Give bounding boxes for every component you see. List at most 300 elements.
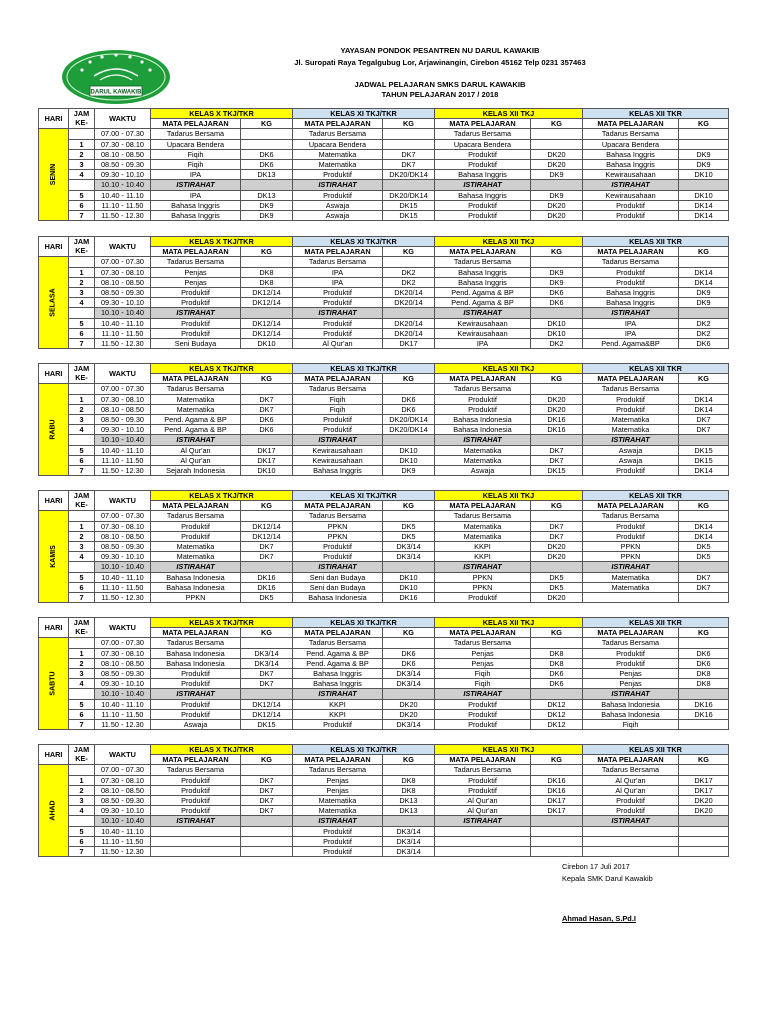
class-header: KELAS XII TKR xyxy=(583,745,729,755)
kg-cell xyxy=(531,765,583,775)
subject-cell: Bahasa Inggris xyxy=(583,149,679,159)
jam-cell: 4 xyxy=(69,552,95,562)
kg-cell: DK7 xyxy=(241,552,293,562)
waktu-cell: 10.10 - 10.40 xyxy=(95,435,151,445)
waktu-cell: 10.40 - 11.10 xyxy=(95,318,151,328)
kg-cell: DK14 xyxy=(679,200,729,210)
subject-cell xyxy=(583,836,679,846)
kg-cell xyxy=(241,180,293,190)
day-block-ahad xyxy=(38,744,728,857)
jam-header xyxy=(69,364,95,384)
kg-cell: DK15 xyxy=(679,445,729,455)
jam-cell: 1 xyxy=(69,394,95,404)
kg-cell: DK7 xyxy=(241,775,293,785)
subject-cell: Bahasa Indonesia xyxy=(151,582,241,592)
kg-cell: DK6 xyxy=(531,679,583,689)
kg-cell: DK13 xyxy=(383,795,435,805)
kg-cell: DK6 xyxy=(241,149,293,159)
schedule-title: JADWAL PELAJARAN SMKS DARUL KAWAKIB xyxy=(354,80,526,89)
kg-cell: DK3/14 xyxy=(383,846,435,856)
subject-cell: Produktif xyxy=(293,719,383,729)
schedule-row xyxy=(39,139,729,149)
kg-header: KG xyxy=(383,755,435,765)
subject-cell: Fiqih xyxy=(151,149,241,159)
subject-cell: Aswaja xyxy=(583,455,679,465)
mapel-header: MATA PELAJARAN xyxy=(435,628,531,638)
waktu-cell: 11.10 - 11.50 xyxy=(95,582,151,592)
subject-cell: Tadarus Bersama xyxy=(435,638,531,648)
subject-cell: Sejarah Indonesia xyxy=(151,465,241,475)
subject-cell: Tadarus Bersama xyxy=(151,638,241,648)
subject-cell: PPKN xyxy=(435,572,531,582)
mapel-header: MATA PELAJARAN xyxy=(435,755,531,765)
subject-cell: PPKN xyxy=(583,552,679,562)
jam-cell: 2 xyxy=(69,277,95,287)
kg-cell: DK3/14 xyxy=(383,541,435,551)
jam-header-line2: KE- xyxy=(75,627,88,636)
subject-cell: Produktif xyxy=(435,592,531,602)
kg-cell: DK9 xyxy=(679,298,729,308)
kg-cell: DK9 xyxy=(531,190,583,200)
kg-cell: DK6 xyxy=(241,414,293,424)
kg-cell xyxy=(383,638,435,648)
subject-cell: Upacara Bendera xyxy=(435,139,531,149)
day-label xyxy=(39,511,69,603)
kg-cell: DK6 xyxy=(383,648,435,658)
kg-cell xyxy=(531,129,583,139)
kg-cell: DK6 xyxy=(679,338,729,348)
subject-cell: Produktif xyxy=(293,541,383,551)
jam-header-line1: JAM xyxy=(73,109,90,118)
subject-cell: Bahasa Inggris xyxy=(293,465,383,475)
kg-cell: DK13 xyxy=(383,806,435,816)
class-header: KELAS XI TKJ/TKR xyxy=(293,491,435,501)
waktu-cell: 11.50 - 12.30 xyxy=(95,338,151,348)
subject-cell: Produktif xyxy=(435,709,531,719)
subject-cell: Pend. Agama & BP xyxy=(293,658,383,668)
kg-cell: DK12 xyxy=(531,709,583,719)
subject-cell: Tadarus Bersama xyxy=(151,384,241,394)
subject-cell: Tadarus Bersama xyxy=(435,511,531,521)
kg-cell: DK7 xyxy=(679,572,729,582)
kg-cell: DK9 xyxy=(531,267,583,277)
class-header: KELAS XI TKJ/TKR xyxy=(293,364,435,374)
subject-cell: Fiqih xyxy=(435,679,531,689)
mapel-header: MATA PELAJARAN xyxy=(293,628,383,638)
mapel-header: MATA PELAJARAN xyxy=(583,628,679,638)
jam-cell: 1 xyxy=(69,267,95,277)
waktu-cell: 07.00 - 07.30 xyxy=(95,257,151,267)
subject-cell: ISTIRAHAT xyxy=(583,180,679,190)
waktu-header: WAKTU xyxy=(95,109,151,129)
day-name: AHAD xyxy=(49,800,57,821)
subject-cell: Matematika xyxy=(151,541,241,551)
class-header: KELAS X TKJ/TKR xyxy=(151,491,293,501)
kg-cell xyxy=(531,638,583,648)
day-block-kamis xyxy=(38,490,728,603)
class-header: KELAS XII TKJ xyxy=(435,491,583,501)
subject-cell: ISTIRAHAT xyxy=(293,816,383,826)
subject-cell: ISTIRAHAT xyxy=(293,435,383,445)
subject-cell: Produktif xyxy=(151,709,241,719)
jam-cell xyxy=(69,816,95,826)
jam-cell: 2 xyxy=(69,658,95,668)
subject-cell: Produktif xyxy=(583,277,679,287)
kg-cell: DK17 xyxy=(383,338,435,348)
jam-cell: 5 xyxy=(69,572,95,582)
subject-cell: Tadarus Bersama xyxy=(583,765,679,775)
subject-cell: Tadarus Bersama xyxy=(151,511,241,521)
kg-cell: DK7 xyxy=(241,668,293,678)
jam-cell: 2 xyxy=(69,785,95,795)
schedule-row xyxy=(39,511,729,521)
kg-cell: DK13 xyxy=(241,170,293,180)
kg-cell: DK16 xyxy=(679,709,729,719)
kg-cell xyxy=(383,765,435,775)
subject-cell: Penjas xyxy=(293,775,383,785)
waktu-cell: 08.10 - 08.50 xyxy=(95,277,151,287)
subject-cell: Produktif xyxy=(293,414,383,424)
subject-cell: Matematika xyxy=(293,149,383,159)
waktu-cell: 10.10 - 10.40 xyxy=(95,816,151,826)
schedule-row xyxy=(39,582,729,592)
kg-cell xyxy=(241,511,293,521)
schedule-row xyxy=(39,709,729,719)
schedule-row xyxy=(39,455,729,465)
subject-cell: Bahasa Inggris xyxy=(583,159,679,169)
subject-cell: Tadarus Bersama xyxy=(293,129,383,139)
kg-cell xyxy=(679,139,729,149)
day-block-selasa xyxy=(38,236,728,349)
signature-role: Kepala SMK Darul Kawakib xyxy=(562,874,653,883)
subject-cell: ISTIRAHAT xyxy=(583,562,679,572)
kg-header: KG xyxy=(531,501,583,511)
subject-cell: Penjas xyxy=(293,785,383,795)
subject-cell: Produktif xyxy=(583,531,679,541)
subject-cell: Kewirausahaan xyxy=(293,445,383,455)
kg-cell xyxy=(241,562,293,572)
jam-cell xyxy=(69,308,95,318)
mapel-header: MATA PELAJARAN xyxy=(151,755,241,765)
jam-cell: 6 xyxy=(69,455,95,465)
kg-cell xyxy=(679,562,729,572)
kg-cell: DK7 xyxy=(241,394,293,404)
subject-cell: Fiqih xyxy=(435,668,531,678)
subject-cell: Penjas xyxy=(151,277,241,287)
kg-cell: DK6 xyxy=(383,394,435,404)
subject-cell: Bahasa Indonesia xyxy=(583,709,679,719)
subject-cell: Produktif xyxy=(583,200,679,210)
class-header: KELAS XII TKJ xyxy=(435,364,583,374)
subject-cell: Kewirausahaan xyxy=(293,455,383,465)
subject-cell: Produktif xyxy=(583,658,679,668)
class-header: KELAS X TKJ/TKR xyxy=(151,745,293,755)
subject-cell: Matematika xyxy=(293,806,383,816)
subject-cell: Produktif xyxy=(151,668,241,678)
subject-cell: Produktif xyxy=(435,149,531,159)
jam-cell: 3 xyxy=(69,159,95,169)
waktu-cell: 11.10 - 11.50 xyxy=(95,328,151,338)
subject-cell: Bahasa Indonesia xyxy=(583,699,679,709)
kg-cell xyxy=(241,765,293,775)
kg-cell: DK7 xyxy=(531,445,583,455)
subject-cell: Pend. Agama & BP xyxy=(151,414,241,424)
subject-cell: Bahasa Indonesia xyxy=(435,414,531,424)
mapel-header: MATA PELAJARAN xyxy=(435,501,531,511)
subject-cell: Matematika xyxy=(435,521,531,531)
kg-cell: DK7 xyxy=(383,149,435,159)
mapel-header: MATA PELAJARAN xyxy=(151,374,241,384)
jam-cell xyxy=(69,638,95,648)
kg-header: KG xyxy=(383,501,435,511)
kg-cell: DK9 xyxy=(531,170,583,180)
organization-address: Jl. Suropati Raya Tegalgubug Lor, Arjawinangin, Cirebon 45162 Telp 0231 357463 xyxy=(294,58,586,67)
kg-cell: DK7 xyxy=(241,404,293,414)
subject-cell: Aswaja xyxy=(151,719,241,729)
kg-cell xyxy=(531,846,583,856)
jam-header-line1: JAM xyxy=(73,491,90,500)
subject-cell: Matematika xyxy=(151,394,241,404)
subject-cell: Pend. Agama&BP xyxy=(583,338,679,348)
kg-header: KG xyxy=(383,119,435,129)
jam-cell xyxy=(69,257,95,267)
kg-cell: DK17 xyxy=(679,785,729,795)
jam-header-line1: JAM xyxy=(73,364,90,373)
kg-cell: DK7 xyxy=(241,795,293,805)
subject-cell: ISTIRAHAT xyxy=(583,308,679,318)
subject-cell: Tadarus Bersama xyxy=(435,384,531,394)
subject-cell: Produktif xyxy=(293,298,383,308)
kg-header: KG xyxy=(679,374,729,384)
subject-cell: PPKN xyxy=(151,592,241,602)
schedule-row xyxy=(39,308,729,318)
jam-cell: 3 xyxy=(69,414,95,424)
class-header: KELAS XII TKR xyxy=(583,618,729,628)
kg-header: KG xyxy=(241,628,293,638)
subject-cell: Produktif xyxy=(151,806,241,816)
schedule-row xyxy=(39,531,729,541)
waktu-cell: 09.30 - 10.10 xyxy=(95,679,151,689)
subject-cell: Matematika xyxy=(151,552,241,562)
subject-cell: ISTIRAHAT xyxy=(293,562,383,572)
kg-cell xyxy=(679,816,729,826)
jam-header-line2: KE- xyxy=(75,500,88,509)
kg-cell xyxy=(679,846,729,856)
waktu-cell: 11.10 - 11.50 xyxy=(95,200,151,210)
schedule-table xyxy=(38,617,729,730)
organization-name: YAYASAN PONDOK PESANTREN NU DARUL KAWAKIB xyxy=(340,46,540,55)
kg-cell xyxy=(383,257,435,267)
class-header: KELAS XII TKR xyxy=(583,237,729,247)
kg-cell: DK12/14 xyxy=(241,709,293,719)
subject-cell: PPKN xyxy=(435,582,531,592)
subject-cell: Bahasa Indonesia xyxy=(151,572,241,582)
kg-cell: DK6 xyxy=(531,298,583,308)
waktu-cell: 10.10 - 10.40 xyxy=(95,308,151,318)
jam-cell xyxy=(69,562,95,572)
kg-cell: DK10 xyxy=(241,465,293,475)
kg-header: KG xyxy=(531,755,583,765)
kg-cell: DK16 xyxy=(531,785,583,795)
jam-header-line2: KE- xyxy=(75,246,88,255)
subject-cell: Al Qur'an xyxy=(435,795,531,805)
kg-cell: DK5 xyxy=(241,592,293,602)
subject-cell: Seni Budaya xyxy=(151,338,241,348)
subject-cell: Produktif xyxy=(293,287,383,297)
subject-cell: Tadarus Bersama xyxy=(435,765,531,775)
waktu-cell: 08.10 - 08.50 xyxy=(95,785,151,795)
kg-cell xyxy=(383,562,435,572)
jam-cell: 5 xyxy=(69,445,95,455)
waktu-header: WAKTU xyxy=(95,237,151,257)
schedule-row xyxy=(39,562,729,572)
kg-cell: DK20 xyxy=(383,699,435,709)
kg-cell: DK14 xyxy=(679,531,729,541)
subject-cell: ISTIRAHAT xyxy=(583,689,679,699)
subject-cell: Al Qur'an xyxy=(293,338,383,348)
subject-cell: IPA xyxy=(583,328,679,338)
class-header: KELAS XII TKR xyxy=(583,491,729,501)
mapel-header: MATA PELAJARAN xyxy=(583,119,679,129)
class-header: KELAS X TKJ/TKR xyxy=(151,364,293,374)
subject-cell: Produktif xyxy=(435,785,531,795)
waktu-cell: 10.40 - 11.10 xyxy=(95,190,151,200)
signature-name: Ahmad Hasan, S.Pd.I xyxy=(562,914,636,923)
kg-cell: DK9 xyxy=(241,210,293,220)
schedule-row xyxy=(39,465,729,475)
waktu-cell: 08.10 - 08.50 xyxy=(95,658,151,668)
kg-cell xyxy=(383,384,435,394)
subject-cell: Fiqih xyxy=(583,719,679,729)
kg-cell xyxy=(241,129,293,139)
mapel-header: MATA PELAJARAN xyxy=(293,755,383,765)
kg-cell: DK7 xyxy=(241,541,293,551)
mapel-header: MATA PELAJARAN xyxy=(151,628,241,638)
subject-cell: Seni dan Budaya xyxy=(293,582,383,592)
subject-cell: Al Qur'an xyxy=(151,455,241,465)
kg-cell: DK6 xyxy=(383,404,435,414)
class-header: KELAS XII TKJ xyxy=(435,237,583,247)
schedule-row xyxy=(39,775,729,785)
document-header xyxy=(0,0,768,104)
jam-cell: 4 xyxy=(69,806,95,816)
subject-cell: Produktif xyxy=(583,806,679,816)
waktu-cell: 08.50 - 09.30 xyxy=(95,541,151,551)
waktu-cell: 08.10 - 08.50 xyxy=(95,149,151,159)
subject-cell: ISTIRAHAT xyxy=(435,816,531,826)
waktu-cell: 11.10 - 11.50 xyxy=(95,455,151,465)
jam-cell: 3 xyxy=(69,795,95,805)
jam-cell: 4 xyxy=(69,679,95,689)
schedule-row xyxy=(39,257,729,267)
waktu-cell: 07.00 - 07.30 xyxy=(95,765,151,775)
subject-cell: Produktif xyxy=(151,298,241,308)
subject-cell: Tadarus Bersama xyxy=(583,511,679,521)
waktu-cell: 09.30 - 10.10 xyxy=(95,170,151,180)
subject-cell: Tadarus Bersama xyxy=(583,638,679,648)
subject-cell: Bahasa Inggris xyxy=(151,200,241,210)
schedule-row xyxy=(39,298,729,308)
mapel-header: MATA PELAJARAN xyxy=(293,119,383,129)
waktu-cell: 08.50 - 09.30 xyxy=(95,414,151,424)
kg-header: KG xyxy=(531,119,583,129)
kg-cell: DK7 xyxy=(531,521,583,531)
mapel-header: MATA PELAJARAN xyxy=(151,247,241,257)
kg-cell: DK15 xyxy=(679,455,729,465)
kg-cell: DK7 xyxy=(679,582,729,592)
kg-header: KG xyxy=(679,501,729,511)
jam-cell: 7 xyxy=(69,465,95,475)
jam-cell: 2 xyxy=(69,531,95,541)
kg-cell: DK15 xyxy=(241,719,293,729)
kg-cell: DK17 xyxy=(241,455,293,465)
subject-cell: Bahasa Inggris xyxy=(435,170,531,180)
class-header: KELAS XII TKJ xyxy=(435,109,583,119)
schedule-row xyxy=(39,170,729,180)
kg-cell: DK16 xyxy=(241,572,293,582)
kg-cell: DK13 xyxy=(241,190,293,200)
jam-cell: 3 xyxy=(69,541,95,551)
subject-cell: IPA xyxy=(293,277,383,287)
kg-cell: DK10 xyxy=(531,318,583,328)
kg-cell: DK10 xyxy=(383,582,435,592)
subject-cell: Kewirausahaan xyxy=(583,170,679,180)
kg-cell: DK20 xyxy=(531,394,583,404)
kg-cell: DK10 xyxy=(241,338,293,348)
kg-cell: DK17 xyxy=(679,775,729,785)
kg-cell xyxy=(241,836,293,846)
subject-cell: Upacara Bendera xyxy=(293,139,383,149)
kg-cell xyxy=(241,689,293,699)
day-block-rabu xyxy=(38,363,728,476)
schedule-row xyxy=(39,425,729,435)
waktu-cell: 08.50 - 09.30 xyxy=(95,159,151,169)
subject-cell: Tadarus Bersama xyxy=(151,257,241,267)
mapel-header: MATA PELAJARAN xyxy=(583,247,679,257)
kg-cell: DK9 xyxy=(383,465,435,475)
kg-cell xyxy=(531,689,583,699)
subject-cell: Matematika xyxy=(435,445,531,455)
kg-cell: DK20 xyxy=(531,149,583,159)
schedule-row xyxy=(39,668,729,678)
waktu-cell: 11.50 - 12.30 xyxy=(95,210,151,220)
kg-cell xyxy=(241,435,293,445)
subject-cell: Bahasa Indonesia xyxy=(293,592,383,602)
jam-cell: 6 xyxy=(69,582,95,592)
kg-header: KG xyxy=(679,755,729,765)
schedule-row xyxy=(39,689,729,699)
schedule-row xyxy=(39,384,729,394)
subject-cell: Bahasa Inggris xyxy=(583,287,679,297)
kg-cell: DK7 xyxy=(531,455,583,465)
class-header: KELAS XI TKJ/TKR xyxy=(293,745,435,755)
waktu-cell: 07.00 - 07.30 xyxy=(95,384,151,394)
waktu-cell: 07.30 - 08.10 xyxy=(95,521,151,531)
jam-cell: 7 xyxy=(69,846,95,856)
kg-cell: DK20 xyxy=(679,795,729,805)
kg-cell: DK7 xyxy=(679,425,729,435)
kg-cell: DK16 xyxy=(679,699,729,709)
day-block-sabtu xyxy=(38,617,728,730)
subject-cell: Tadarus Bersama xyxy=(151,129,241,139)
kg-cell: DK9 xyxy=(679,287,729,297)
subject-cell: KKPI xyxy=(293,709,383,719)
schedule-row xyxy=(39,159,729,169)
subject-cell: Bahasa Inggris xyxy=(151,210,241,220)
kg-header: KG xyxy=(531,374,583,384)
schedule-row xyxy=(39,572,729,582)
kg-cell: DK15 xyxy=(383,210,435,220)
